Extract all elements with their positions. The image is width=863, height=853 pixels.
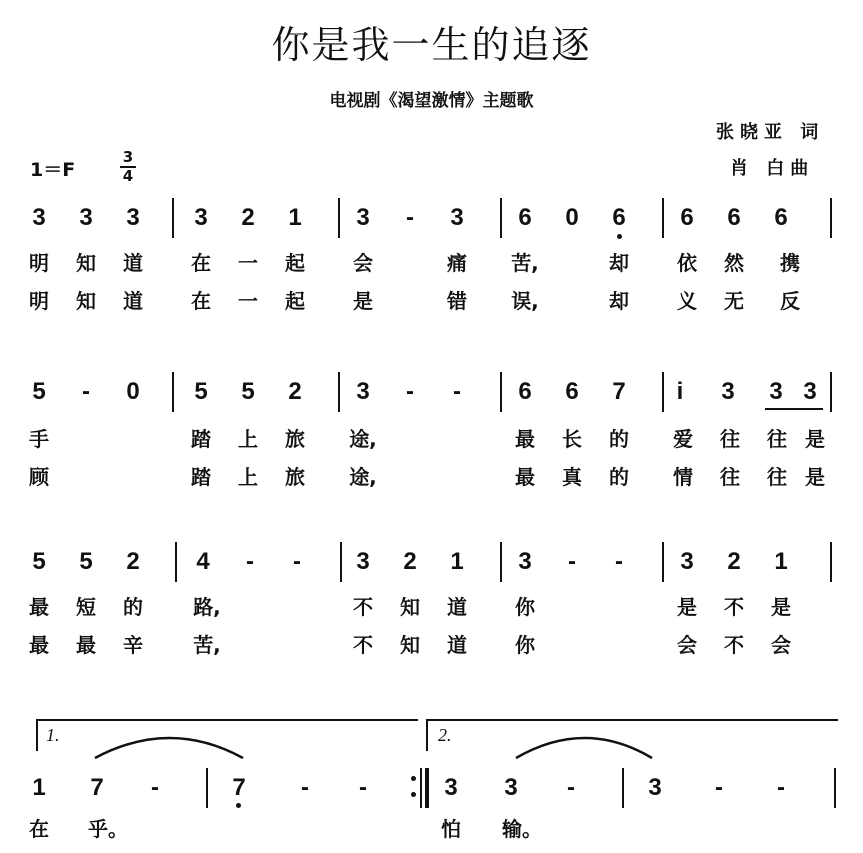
lyric: 的 <box>609 427 629 451</box>
lyric: 最 <box>515 427 535 451</box>
note: 5 <box>32 378 46 405</box>
lyric: 情 <box>673 465 693 489</box>
volta-1-label: 1. <box>46 725 60 745</box>
lyric: 是 <box>677 595 697 619</box>
note: 3 <box>356 548 370 575</box>
lyric: 短 <box>76 595 96 619</box>
lyric: 最 <box>76 633 96 657</box>
lyric: 往 <box>767 465 787 489</box>
lyric: 一 <box>238 289 258 313</box>
key-signature: 1＝F <box>30 159 76 181</box>
lyric: 道 <box>123 251 143 275</box>
lyric: 道 <box>447 633 467 657</box>
note: 2 <box>126 548 140 575</box>
lyric: 不 <box>724 633 744 657</box>
note: 7 <box>232 774 246 801</box>
lyricist-credit: 张晓亚 词 <box>716 122 825 143</box>
lyric: 在 <box>29 817 49 841</box>
note: 6 <box>612 204 626 231</box>
note: 6 <box>565 378 579 405</box>
lyric: 往 <box>720 465 740 489</box>
lyric: 道 <box>447 595 467 619</box>
lyric: 无 <box>724 289 744 313</box>
lyric: 旅 <box>285 465 305 489</box>
lyric: 在 <box>191 251 211 275</box>
lyric: 你 <box>515 595 535 619</box>
song-subtitle: 电视剧《渴望激情》主题歌 <box>329 91 534 111</box>
lyric: 会 <box>353 251 373 275</box>
note: 6 <box>774 204 788 231</box>
note-dash: - <box>715 774 723 801</box>
note-dash: - <box>453 378 461 405</box>
low-octave-dot <box>236 803 241 808</box>
lyric: 反 <box>780 289 800 313</box>
note-dash: - <box>359 774 367 801</box>
note: 2 <box>241 204 255 231</box>
lyric: 你 <box>515 633 535 657</box>
lyric: 最 <box>29 633 49 657</box>
note-dash: - <box>406 378 414 405</box>
note: 1 <box>288 204 302 231</box>
note: 6 <box>727 204 741 231</box>
note: 3 <box>32 204 46 231</box>
repeat-bar-line-thick <box>425 768 429 808</box>
repeat-dot <box>411 776 416 781</box>
note: 3 <box>769 378 783 405</box>
note: 0 <box>565 204 579 231</box>
note: 5 <box>79 548 93 575</box>
note: 3 <box>444 774 458 801</box>
lyric: 会 <box>771 633 791 657</box>
note: 2 <box>727 548 741 575</box>
note: 3 <box>803 378 817 405</box>
lyric: 一 <box>238 251 258 275</box>
note: 3 <box>194 204 208 231</box>
lyric: 错 <box>447 289 467 313</box>
lyric: 往 <box>767 427 787 451</box>
bar-line <box>622 768 624 808</box>
note: 3 <box>79 204 93 231</box>
lyric: 爱 <box>673 427 693 451</box>
volta-2-label: 2. <box>438 725 452 745</box>
note: 3 <box>450 204 464 231</box>
lyric: 明 <box>29 251 49 275</box>
lyric: 是 <box>805 427 825 451</box>
note-dash: - <box>777 774 785 801</box>
lyric: 义 <box>677 289 697 313</box>
lyric: 怕 <box>441 817 461 841</box>
lyric: 往 <box>720 427 740 451</box>
lyric: 真 <box>562 465 582 489</box>
lyric: 却 <box>609 289 629 313</box>
lyric: 误, <box>511 289 539 313</box>
bar-line <box>834 768 836 808</box>
lyric: 知 <box>76 289 96 313</box>
lyric: 辛 <box>123 633 143 657</box>
lyric: 不 <box>724 595 744 619</box>
lyric: 踏 <box>191 427 211 451</box>
lyric: 痛 <box>447 251 467 275</box>
lyric: 途, <box>349 427 377 451</box>
lyric: 道 <box>123 289 143 313</box>
lyrics-row-4-verse-1 <box>0 818 863 844</box>
bar-line <box>206 768 208 808</box>
lyric: 然 <box>724 251 744 275</box>
lyric: 最 <box>515 465 535 489</box>
staff-row-4 <box>0 768 863 808</box>
note: 3 <box>356 378 370 405</box>
note-dash: - <box>246 548 254 575</box>
note: 5 <box>32 548 46 575</box>
note: 5 <box>241 378 255 405</box>
lyric: 起 <box>285 251 305 275</box>
lyric: 却 <box>609 251 629 275</box>
tie-arc-1 <box>95 738 243 758</box>
note: 6 <box>518 204 532 231</box>
lyric: 的 <box>609 465 629 489</box>
lyric: 手 <box>29 427 49 451</box>
lyric: 不 <box>353 633 373 657</box>
time-signature-bottom: 4 <box>122 167 134 185</box>
lyric: 是 <box>805 465 825 489</box>
lyric: 长 <box>562 427 582 451</box>
tie-arc-2 <box>516 738 652 758</box>
note: 6 <box>680 204 694 231</box>
lyric: 是 <box>353 289 373 313</box>
note-dash: - <box>293 548 301 575</box>
note: 7 <box>90 774 104 801</box>
lyric: 是 <box>771 595 791 619</box>
lyric: 最 <box>29 595 49 619</box>
lyric: 的 <box>123 595 143 619</box>
note-dash: - <box>568 548 576 575</box>
note: 1 <box>450 548 464 575</box>
repeat-dot <box>411 792 416 797</box>
note: 0 <box>126 378 140 405</box>
lyric: 会 <box>677 633 697 657</box>
note: 3 <box>648 774 662 801</box>
note-dash: - <box>406 204 414 231</box>
lyric: 依 <box>677 251 697 275</box>
note: 5 <box>194 378 208 405</box>
composer-credit: 肖 白曲 <box>730 158 815 179</box>
note-dash: - <box>82 378 90 405</box>
note: 1 <box>32 774 46 801</box>
lyric: 不 <box>353 595 373 619</box>
note: 3 <box>680 548 694 575</box>
lyric: 输。 <box>502 817 542 841</box>
lyric: 旅 <box>285 427 305 451</box>
lyric: 顾 <box>29 465 49 489</box>
lyric: 路, <box>193 595 221 619</box>
song-title: 你是我一生的追逐 <box>271 23 592 67</box>
lyric: 携 <box>780 251 800 275</box>
lyric: 明 <box>29 289 49 313</box>
note: 3 <box>721 378 735 405</box>
time-signature-top: 3 <box>122 148 134 166</box>
note: 2 <box>288 378 302 405</box>
lyric: 知 <box>400 633 420 657</box>
note-dash: - <box>151 774 159 801</box>
lyric: 乎。 <box>88 817 128 841</box>
note: 2 <box>403 548 417 575</box>
note: 1 <box>774 548 788 575</box>
lyric: 上 <box>238 427 258 451</box>
note: 3 <box>126 204 140 231</box>
lyric: 苦, <box>193 633 221 657</box>
lyric: 在 <box>191 289 211 313</box>
lyric: 起 <box>285 289 305 313</box>
lyric: 知 <box>76 251 96 275</box>
note-dash: - <box>567 774 575 801</box>
lyric: 踏 <box>191 465 211 489</box>
note: 6 <box>518 378 532 405</box>
lyric: 途, <box>349 465 377 489</box>
lyric: 上 <box>238 465 258 489</box>
lyric: 知 <box>400 595 420 619</box>
lyric: 苦, <box>511 251 539 275</box>
note: 3 <box>504 774 518 801</box>
note: 3 <box>518 548 532 575</box>
note-dash: - <box>301 774 309 801</box>
note-high: i <box>676 378 684 405</box>
repeat-bar-line <box>420 768 422 808</box>
note: 3 <box>356 204 370 231</box>
note: 7 <box>612 378 626 405</box>
note-dash: - <box>615 548 623 575</box>
note: 4 <box>196 548 210 575</box>
